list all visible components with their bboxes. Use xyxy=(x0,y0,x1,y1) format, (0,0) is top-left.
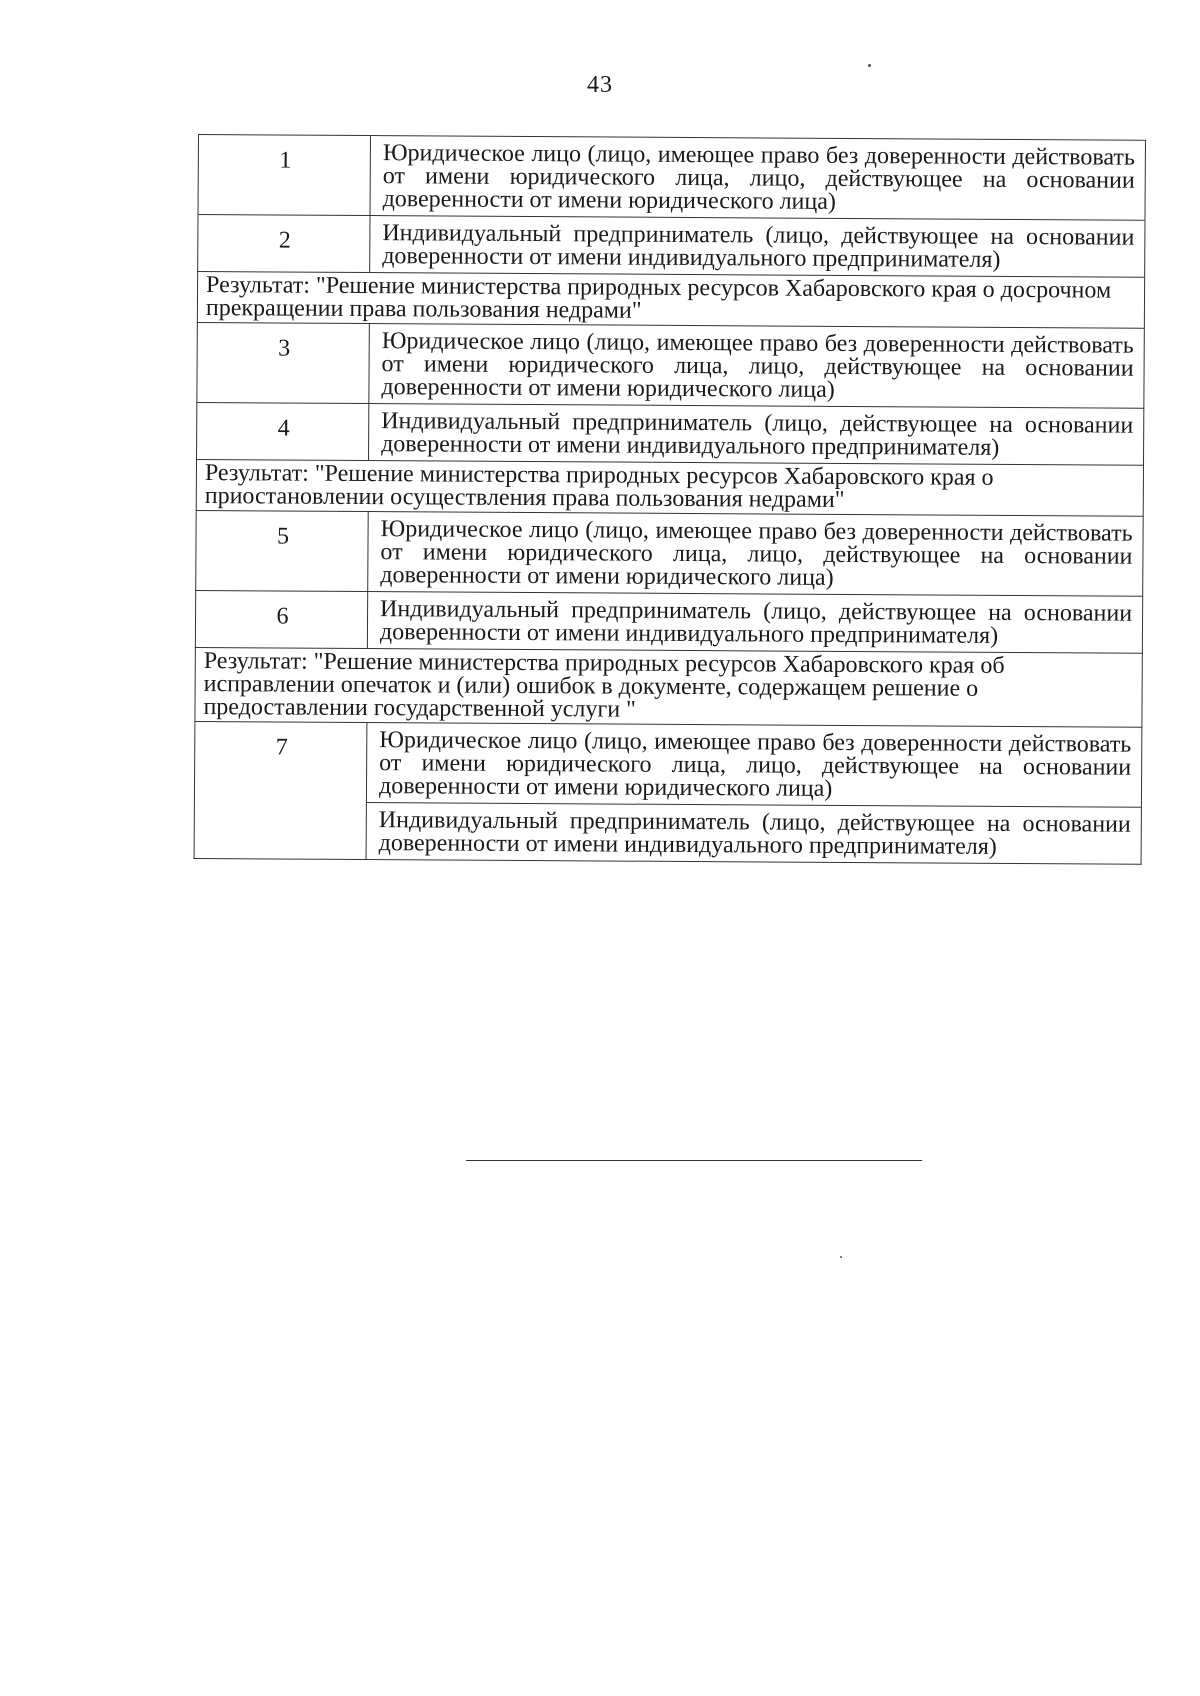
applicant-description: Юридическое лицо (лицо, имеющее право без доверенности действовать от имени юридического лица, лицо, действующее на основании доверенности от имени юридического лица) xyxy=(368,512,1143,597)
applicant-description: Юридическое лицо (лицо, имеющее право без доверенности действовать от имени юридического лица, лицо, действующее на основании доверенности от имени юридического лица) xyxy=(370,136,1145,221)
table-row xyxy=(194,721,1141,807)
result-row xyxy=(196,459,1143,516)
applicant-variants-table xyxy=(194,134,1146,865)
row-number: 5 xyxy=(196,510,368,591)
table-row xyxy=(198,135,1145,221)
result-row xyxy=(197,272,1144,329)
row-number: 4 xyxy=(197,402,369,460)
row-number: 6 xyxy=(195,590,367,648)
applicant-description: Индивидуальный предприниматель (лицо, действующее на основании доверенности от имени индивидуального предпринимателя) xyxy=(366,803,1141,865)
row-number: 2 xyxy=(198,215,370,273)
page-number: 43 xyxy=(587,72,613,98)
row-number: 1 xyxy=(198,135,370,216)
closing-rule xyxy=(466,1160,922,1161)
result-row xyxy=(195,647,1142,727)
table-row xyxy=(197,402,1144,465)
result-heading: Результат: "Решение министерства природных ресурсов Хабаровского края о приостановлении осуществления права пользования недрами" xyxy=(196,459,1143,516)
scan-speck xyxy=(840,1256,842,1258)
scan-speck xyxy=(868,64,871,67)
applicant-description: Индивидуальный предприниматель (лицо, действующее на основании доверенности от имени индивидуального предпринимателя) xyxy=(370,216,1145,278)
result-heading: Результат: "Решение министерства природных ресурсов Хабаровского края о досрочном прекращении права пользования недрами" xyxy=(197,272,1144,329)
applicant-description: Индивидуальный предприниматель (лицо, действующее на основании доверенности от имени индивидуального предпринимателя) xyxy=(367,592,1142,654)
applicant-description: Юридическое лицо (лицо, имеющее право без доверенности действовать от имени юридического лица, лицо, действующее на основании доверенности от имени юридического лица) xyxy=(369,324,1144,409)
table-row xyxy=(196,510,1143,596)
table-row xyxy=(197,322,1144,408)
table-row xyxy=(195,590,1142,653)
applicant-description: Индивидуальный предприниматель (лицо, действующее на основании доверенности от имени индивидуального предпринимателя) xyxy=(369,404,1144,466)
row-number: 7 xyxy=(194,721,367,859)
row-number: 3 xyxy=(197,322,369,403)
result-heading: Результат: "Решение министерства природных ресурсов Хабаровского края об исправлении опечаток и (или) ошибок в документе, содержащем решение о предоставлении государственной услуги " xyxy=(195,647,1142,727)
applicant-description: Юридическое лицо (лицо, имеющее право без доверенности действовать от имени юридического лица, лицо, действующее на основании доверенности от имени юридического лица) xyxy=(366,723,1141,808)
table-row xyxy=(198,215,1145,278)
